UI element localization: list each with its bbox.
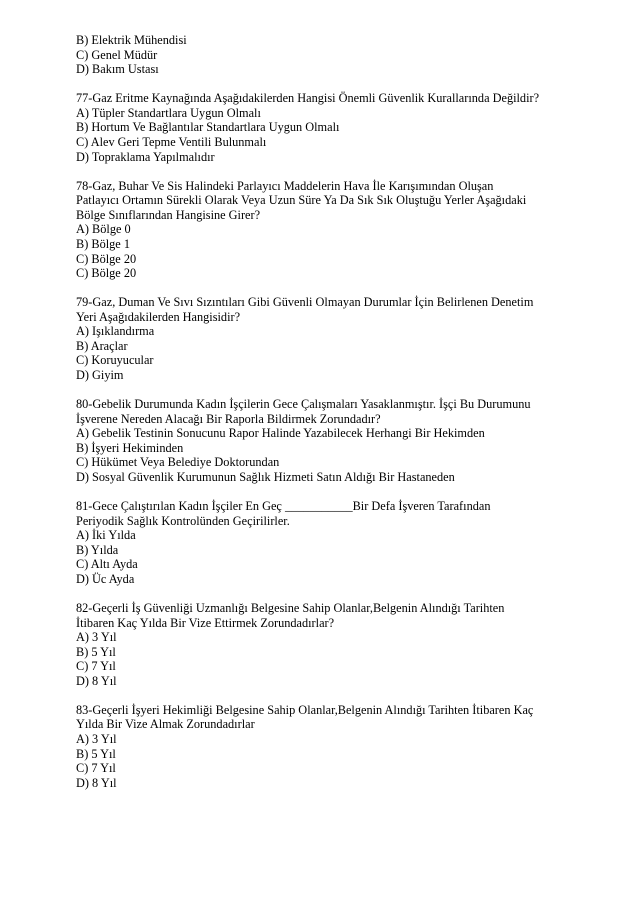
question-text: 77-Gaz Eritme Kaynağında Aşağıdakilerden Hangisi Önemli Güvenlik Kurallarında Değildir? (76, 91, 540, 106)
option-line: D) Üc Ayda (76, 571, 135, 586)
question-81 (76, 499, 576, 587)
option-line: D) Topraklama Yapılmalıdır (76, 149, 215, 164)
option-line: C) Bölge 20 (76, 266, 137, 281)
question-text: 80-Gebelik Durumunda Kadın İşçilerin Gece Çalışmaları Yasaklanmıştır. İşçi Bu Durumunu (76, 397, 531, 412)
question-text: Bölge Sınıflarından Hangisine Girer? (76, 207, 261, 222)
option-line: A) 3 Yıl (76, 630, 117, 645)
option-line: C) Genel Müdür (76, 47, 158, 62)
option-line: C) 7 Yıl (76, 761, 116, 776)
question-78 (76, 179, 576, 281)
option-line: C) Alev Geri Tepme Ventili Bulunmalı (76, 134, 267, 149)
option-line: B) Hortum Ve Bağlantılar Standartlara Uygun Olmalı (76, 120, 340, 135)
option-line: C) Hükümet Veya Belediye Doktorundan (76, 455, 280, 470)
option-line: B) İşyeri Hekiminden (76, 440, 184, 455)
option-line: C) 7 Yıl (76, 659, 116, 674)
question-79 (76, 295, 576, 383)
question-text: 81-Gece Çalıştırılan Kadın İşçiler En Geç ___________Bir Defa İşveren Tarafından (76, 498, 491, 513)
question-text: Yılda Bir Vize Almak Zorundadırlar (76, 717, 255, 732)
option-line: B) Bölge 1 (76, 236, 130, 251)
option-line: A) İki Yılda (76, 528, 136, 543)
question-text: 79-Gaz, Duman Ve Sıvı Sızıntıları Gibi Güvenli Olmayan Durumlar İçin Belirlenen Denetim (76, 295, 534, 310)
question-text: Periyodik Sağlık Kontrolünden Geçirilirler. (76, 513, 290, 528)
option-line: D) Bakım Ustası (76, 62, 159, 77)
question-text: 78-Gaz, Buhar Ve Sis Halindeki Parlayıcı Maddelerin Hava İle Karışımından Oluşan (76, 178, 494, 193)
question-77 (76, 91, 576, 164)
option-line: B) 5 Yıl (76, 644, 116, 659)
question-text: 83-Geçerli İşyeri Hekimliği Belgesine Sahip Olanlar,Belgenin Alındığı Tarihten İtibaren Kaç (76, 702, 534, 717)
option-line: B) Elektrik Mühendisi (76, 33, 187, 47)
question-text: 82-Geçerli İş Güvenliği Uzmanlığı Belgesine Sahip Olanlar,Belgenin Alındığı Tarihten (76, 600, 505, 615)
option-line: A) Bölge 0 (76, 222, 131, 237)
question-text: İşverene Nereden Alacağı Bir Raporla Bildirmek Zorundadır? (76, 411, 381, 426)
question-80 (76, 397, 576, 485)
option-line: D) 8 Yıl (76, 775, 117, 790)
option-line: B) Araçlar (76, 338, 128, 353)
option-line: C) Koruyucular (76, 353, 154, 368)
document-page (76, 33, 576, 805)
option-line: A) Işıklandırma (76, 324, 155, 339)
option-line: D) Sosyal Güvenlik Kurumunun Sağlık Hizmeti Satın Aldığı Bir Hastaneden (76, 470, 455, 484)
option-line: D) 8 Yıl (76, 673, 117, 688)
option-line: A) Gebelik Testinin Sonucunu Rapor Halinde Yazabilecek Herhangi Bir Hekimden (76, 426, 485, 441)
option-line: A) 3 Yıl (76, 732, 117, 747)
option-line: C) Altı Ayda (76, 557, 138, 572)
option-line: A) Tüpler Standartlara Uygun Olmalı (76, 105, 261, 120)
question-83 (76, 703, 576, 791)
question-82 (76, 601, 576, 689)
question-text: İtibaren Kaç Yılda Bir Vize Ettirmek Zorundadırlar? (76, 615, 335, 630)
option-line: C) Bölge 20 (76, 251, 137, 266)
option-line: B) Yılda (76, 542, 119, 557)
option-line: D) Giyim (76, 368, 124, 383)
question-text: Yeri Aşağıdakilerden Hangisidir? (76, 309, 241, 324)
previous-question-options (76, 33, 576, 77)
option-line: B) 5 Yıl (76, 746, 116, 761)
question-text: Patlayıcı Ortamın Sürekli Olarak Veya Uzun Süre Ya Da Sık Sık Oluştuğu Yerler Aşağıdaki (76, 193, 527, 208)
